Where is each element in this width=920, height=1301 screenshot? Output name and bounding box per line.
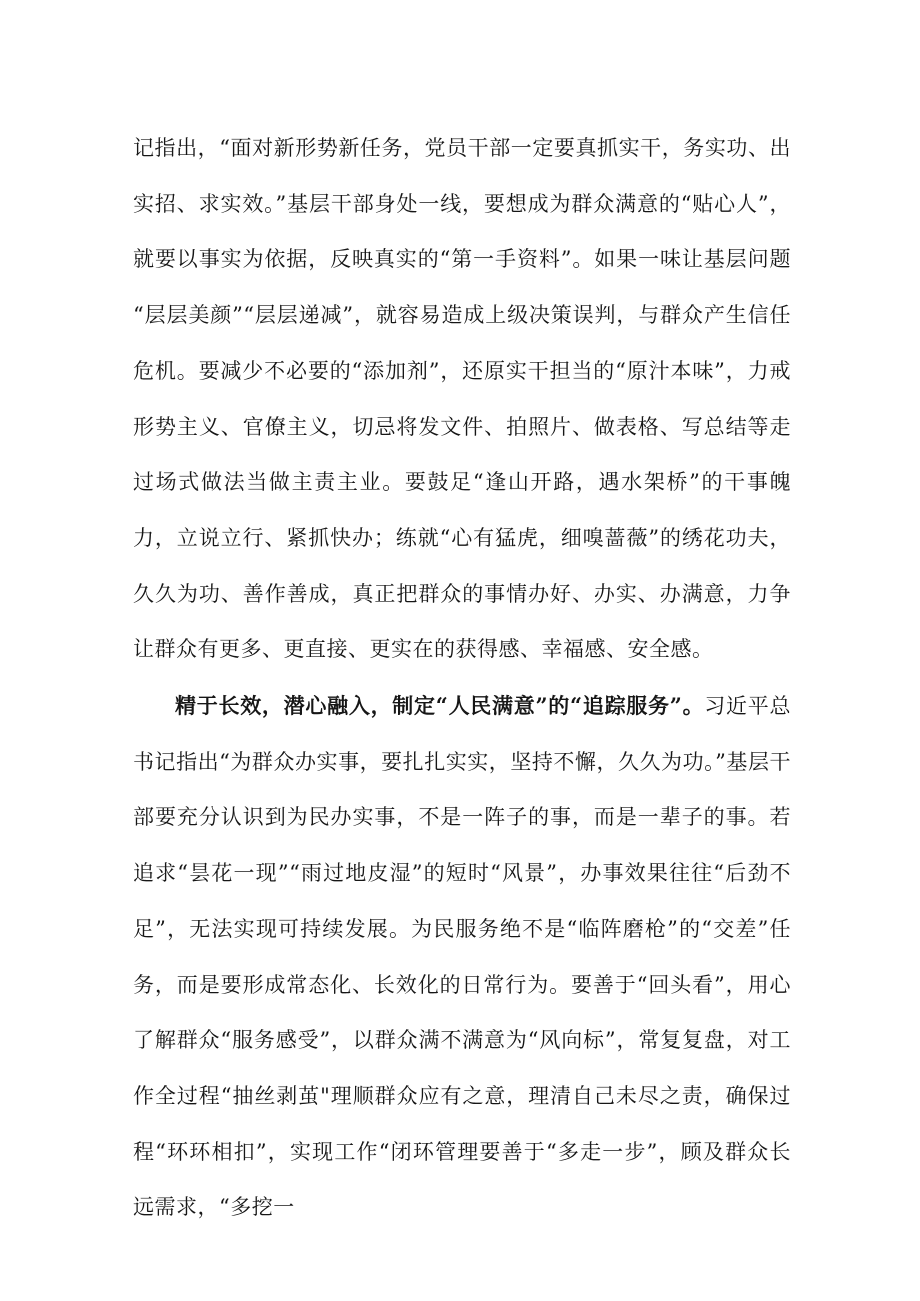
paragraph: [133, 121, 791, 678]
text-run-bold: 精于长效，潜心融入，制定“人民满意”的“追踪服务”。: [175, 693, 705, 719]
document-body-text: [133, 121, 791, 1236]
text-run: 习近平总书记指出“为群众办实事，要扎扎实实，坚持不懈，久久为功。”基层干部要充分认识到为民办实事，不是一阵子的事，而是一辈子的事。若追求“昙花一现”“雨过地皮湿”的短时“风景”，办事效果往往“后劲不足”，无法实现可持续发展。为民服务绝不是“临阵磨枪”的“交差”任务，而是要形成常态化、长效化的日常行为。要善于“回头看”，用心了解群众“服务感受”，以群众满不满意为“风向标”，常复复盘，对工作全过程“抽丝剥茧"理顺群众应有之意，理清自己未尽之责，确保过程“环环相扣”，实现工作“闭环管理要善于“多走一步”，顾及群众长远需求，“多挖一: [133, 694, 791, 1220]
paragraph: [133, 678, 791, 1236]
text-run: 记指出，“面对新形势新任务，党员干部一定要真抓实干，务实功、出实招、求实效。”基层干部身处一线，要想成为群众满意的“贴心人”，就要以事实为依据，反映真实的“第一手资料”。如果一味让基层问题“层层美颜”“层层递减”，就容易造成上级决策误判，与群众产生信任危机。要减少不必要的“添加剂”，还原实干担当的“原汁本味”，力戒形势主义、官僚主义，切忌将发文件、拍照片、做表格、写总结等走过场式做法当做主责主业。要鼓足“逢山开路，遇水架桥”的干事魄力，立说立行、紧抓快办；练就“心有猛虎，细嗅蔷薇”的绣花功夫，久久为功、善作善成，真正把群众的事情办好、办实、办满意，力争让群众有更多、更直接、更实在的获得感、幸福感、安全感。: [133, 136, 791, 662]
